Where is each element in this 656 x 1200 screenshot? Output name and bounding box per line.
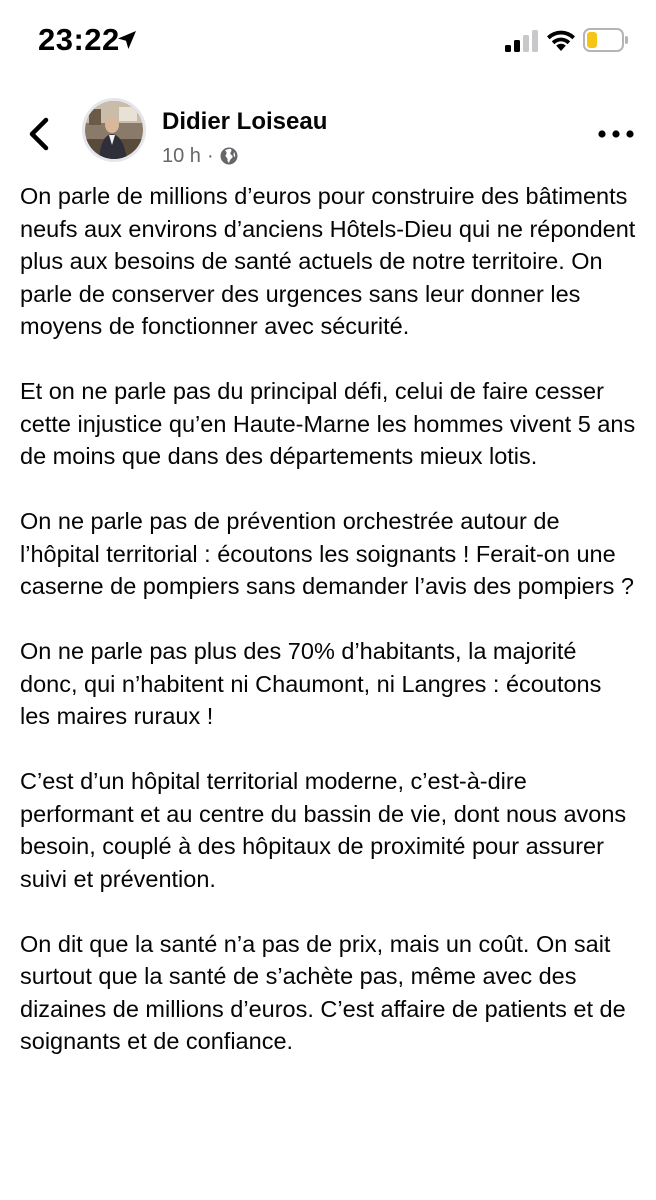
post-paragraph: On parle de millions d’euros pour construire des bâtiments neufs aux environs d’anciens Hôtels-Dieu qui ne répondent plus aux besoins de santé actuels de notre territoire. On parle de conserver des urgences sans leur donner les moyens de fonctionner avec sécurité. xyxy=(20,183,636,339)
author-name[interactable]: Didier Loiseau xyxy=(162,108,328,135)
post-paragraph: Et on ne parle pas du principal défi, celui de faire cesser cette injustice qu’en Haute-Marne les hommes vivent 5 ans de moins que dans des départements mieux lotis. xyxy=(20,378,636,469)
back-button[interactable] xyxy=(22,114,58,154)
post-header xyxy=(0,88,656,184)
post-paragraph: On dit que la santé n’a pas de prix, mais un coût. On sait surtout que la santé de s’achète pas, même avec des dizaines de millions d’euros. C’est affaire de patients et de soignants et de confiance. xyxy=(20,930,626,1054)
more-horizontal-icon xyxy=(598,130,633,137)
post-body xyxy=(20,180,636,1058)
globe-icon[interactable] xyxy=(220,147,238,165)
signal-icon xyxy=(505,30,539,52)
meta-separator: · xyxy=(206,144,214,167)
status-time: 23:22 xyxy=(38,22,120,57)
post-meta xyxy=(162,144,238,168)
post-paragraph: On ne parle pas de prévention orchestrée autour de l’hôpital territorial : écoutons les soignants ! Ferait-on une caserne de pompiers sans demander l’avis des pompiers ? xyxy=(20,508,634,599)
more-button[interactable] xyxy=(596,124,636,144)
location-arrow-icon xyxy=(115,28,139,52)
wifi-icon xyxy=(545,27,577,53)
post-time[interactable]: 10 h xyxy=(162,144,201,167)
chevron-left-icon xyxy=(32,120,46,148)
status-bar xyxy=(0,0,656,88)
avatar-photo xyxy=(85,101,143,159)
post-paragraph: On ne parle pas plus des 70% d’habitants, la majorité donc, qui n’habitent ni Chaumont, ni Langres : écoutons les maires ruraux ! xyxy=(20,638,602,729)
post-paragraph: C’est d’un hôpital territorial moderne, c’est-à-dire performant et au centre du bassin de vie, dont nous avons besoin, couplé à des hôpitaux de proximité pour assurer suivi et prévention. xyxy=(20,768,627,892)
battery-low-icon xyxy=(583,27,629,53)
avatar[interactable] xyxy=(82,98,146,162)
